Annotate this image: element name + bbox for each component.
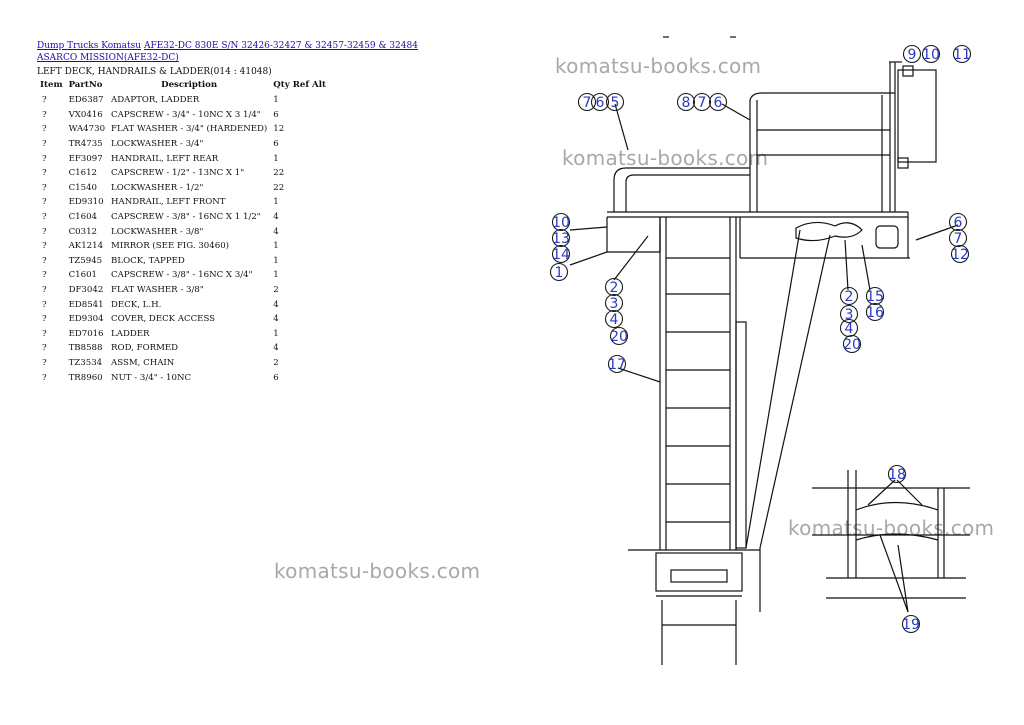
partno-cell: ED6387 [68,95,104,106]
item-cell: ? [42,124,47,135]
description-cell: FLAT WASHER - 3/4" (HARDENED) [111,124,268,135]
description-cell: NUT - 3/4" - 10NC [111,372,192,383]
table-row [37,108,329,123]
callout-20 [843,336,861,354]
description-cell: MIRROR (SEE FIG. 30460) [111,241,230,252]
svg-text:7: 7 [582,95,592,111]
partno-cell: ED9310 [68,197,104,208]
parts-table [37,79,329,385]
table-row [37,210,329,225]
svg-text:9: 9 [907,47,917,63]
item-cell: ? [42,226,47,237]
table-row [37,151,329,166]
svg-text:3: 3 [609,296,619,312]
table-row [37,93,329,108]
callout-5 [607,94,624,112]
partno-cell: TR8960 [68,372,103,383]
partno-cell: DF3042 [68,285,104,296]
callout-7 [579,94,596,112]
qty-cell: 4 [273,299,279,310]
watermark: komatsu-books.com [555,54,762,78]
callout-10 [922,46,940,64]
partno-cell: C1601 [68,270,98,281]
svg-text:4: 4 [609,312,619,328]
item-cell: ? [42,212,47,223]
item-cell: ? [42,139,47,150]
callout-4 [841,320,858,338]
table-row [37,370,329,385]
qty-cell: 22 [273,182,285,193]
partno-cell: VX0416 [68,109,103,120]
partno-cell: AK1214 [68,241,104,252]
svg-text:2: 2 [609,280,619,296]
qty-cell: 4 [273,212,279,223]
callout-19 [902,616,920,634]
callout-11 [953,46,971,64]
item-cell: ? [42,95,47,106]
header-qty: Qty [273,80,290,90]
description-cell: CAPSCREW - 3/8" - 16NC X 3/4" [111,270,253,281]
item-cell: ? [42,241,47,252]
callout-20 [610,328,628,346]
qty-cell: 22 [273,168,285,179]
svg-text:13: 13 [552,231,570,247]
svg-text:5: 5 [610,95,620,111]
header-ref: Ref [292,80,310,90]
qty-cell: 4 [273,314,279,325]
callout-15 [866,288,884,306]
item-cell: ? [42,343,47,354]
table-row [37,195,329,210]
qty-cell: 6 [273,109,279,120]
breadcrumb-link-category[interactable]: Dump Trucks Komatsu [37,41,142,51]
callout-17 [608,356,626,374]
svg-text:2: 2 [844,289,854,305]
exploded-parts-diagram [540,28,1010,718]
description-cell: CAPSCREW - 3/8" - 16NC X 1 1/2" [111,212,261,223]
item-cell: ? [42,314,47,325]
callout-18 [888,466,906,484]
callout-3 [606,295,623,313]
table-row [37,268,329,283]
item-cell: ? [42,357,47,368]
qty-cell: 1 [273,328,279,339]
callout-1 [551,264,568,282]
callout-13 [552,230,570,248]
description-cell: DECK, L.H. [111,299,162,310]
callout-2 [606,279,623,297]
qty-cell: 6 [273,139,279,150]
svg-text:3: 3 [844,307,854,323]
callout-16 [866,304,884,322]
description-cell: ROD, FORMED [111,343,179,354]
callout-9 [904,46,921,64]
svg-text:15: 15 [866,289,884,305]
qty-cell: 1 [273,241,279,252]
svg-text:6: 6 [595,95,605,111]
qty-cell: 4 [273,226,279,237]
svg-text:6: 6 [953,215,963,231]
partno-cell: C1612 [68,168,98,179]
description-cell: COVER, DECK ACCESS [111,314,216,325]
description-cell: CAPSCREW - 1/2" - 13NC X 1" [111,168,245,179]
description-cell: FLAT WASHER - 3/8" [111,285,204,296]
description-cell: HANDRAIL, LEFT FRONT [111,197,226,208]
item-cell: ? [42,197,47,208]
item-cell: ? [42,153,47,164]
item-cell: ? [42,270,47,281]
table-row [37,137,329,152]
svg-text:11: 11 [953,47,971,63]
qty-cell: 2 [273,357,279,368]
qty-cell: 1 [273,153,279,164]
partno-cell: TB8588 [68,343,103,354]
svg-text:14: 14 [552,247,570,263]
svg-text:6: 6 [713,95,723,111]
qty-cell: 12 [273,124,285,135]
item-cell: ? [42,255,47,266]
qty-cell: 1 [273,95,279,106]
qty-cell: 1 [273,197,279,208]
item-cell: ? [42,372,47,383]
table-row [37,122,329,137]
parts-table-body [37,93,329,385]
svg-text:10: 10 [922,47,940,63]
svg-text:10: 10 [552,215,570,231]
partno-cell: TZ5945 [68,255,103,266]
breadcrumb-link-model[interactable]: AFE32-DC 830E S/N 32426-32427 & 32457-32459 & 32484 ASARCO MISSION(AFE32-DC) [37,41,418,63]
svg-text:19: 19 [902,617,920,633]
partno-cell: C0312 [68,226,98,237]
svg-text:7: 7 [697,95,707,111]
svg-text:12: 12 [951,247,969,263]
qty-cell: 4 [273,343,279,354]
description-cell: ASSM, CHAIN [111,357,175,368]
header-description: Description [161,80,218,90]
partno-cell: C1540 [68,182,98,193]
item-cell: ? [42,168,47,179]
qty-cell: 1 [273,255,279,266]
svg-text:16: 16 [866,305,884,321]
callout-4 [606,311,623,329]
description-cell: BLOCK, TAPPED [111,255,185,266]
table-row [37,181,329,196]
table-row [37,341,329,356]
item-cell: ? [42,299,47,310]
partno-cell: ED7016 [68,328,104,339]
partno-cell: TR4735 [68,139,103,150]
callout-10 [552,214,570,232]
callout-14 [552,246,570,264]
svg-text:1: 1 [554,265,564,281]
item-cell: ? [42,285,47,296]
watermark: komatsu-books.com [562,146,769,170]
qty-cell: 1 [273,270,279,281]
svg-text:7: 7 [953,231,963,247]
callout-6 [950,214,967,232]
partno-cell: ED9304 [68,314,104,325]
table-row [37,356,329,371]
header-alt: Alt [312,80,326,90]
description-cell: ADAPTOR, LADDER [111,95,200,106]
description-cell: CAPSCREW - 3/4" - 10NC X 3 1/4" [111,109,261,120]
description-cell: LOCKWASHER - 3/4" [111,139,204,150]
callout-7 [694,94,711,112]
description-cell: LOCKWASHER - 3/8" [111,226,204,237]
svg-text:20: 20 [610,329,628,345]
partno-cell: TZ3534 [68,357,103,368]
callout-7 [950,230,967,248]
partno-cell: C1604 [68,212,98,223]
svg-text:18: 18 [888,467,906,483]
partno-cell: EF3097 [68,153,103,164]
watermark: komatsu-books.com [788,516,995,540]
callout-8 [678,94,695,112]
item-cell: ? [42,328,47,339]
diagram-linework [570,37,970,665]
table-row [37,312,329,327]
header-qty-ref-alt [270,79,329,93]
table-row [37,239,329,254]
svg-text:4: 4 [844,321,854,337]
item-cell: ? [42,182,47,193]
table-row [37,283,329,298]
svg-text:20: 20 [843,337,861,353]
parts-table-header-row [37,79,329,93]
svg-text:17: 17 [608,357,626,373]
page-subtitle: LEFT DECK, HANDRAILS & LADDER(014 : 41048) [37,67,272,77]
description-cell: LADDER [111,328,150,339]
qty-cell: 2 [273,285,279,296]
description-cell: LOCKWASHER - 1/2" [111,182,204,193]
table-row [37,297,329,312]
callout-2 [841,288,858,306]
callout-6 [592,94,609,112]
partno-cell: ED8541 [68,299,104,310]
svg-text:8: 8 [681,95,691,111]
watermark: komatsu-books.com [274,559,481,583]
table-row [37,224,329,239]
description-cell: HANDRAIL, LEFT REAR [111,153,219,164]
table-row [37,327,329,342]
breadcrumb [37,40,457,64]
qty-cell: 6 [273,372,279,383]
header-partno: PartNo [68,80,103,90]
table-row [37,254,329,269]
item-cell: ? [42,109,47,120]
callout-12 [951,246,969,264]
partno-cell: WA4730 [68,124,106,135]
callout-6 [710,94,727,112]
table-row [37,166,329,181]
header-item: Item [40,80,63,90]
